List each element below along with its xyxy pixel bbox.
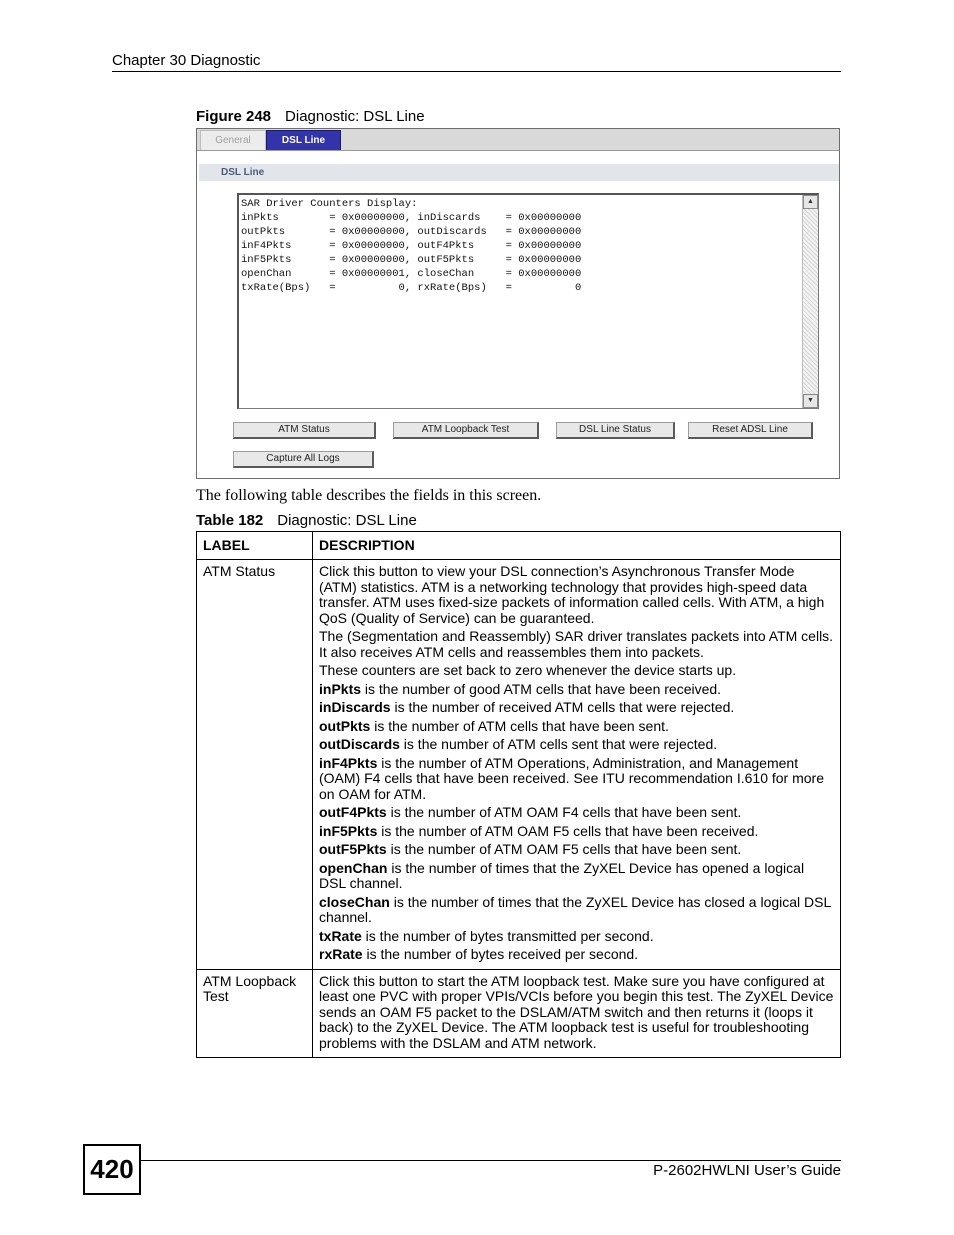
field-term: outPkts [319,717,371,734]
tab-bar [197,129,839,151]
field-term: outF4Pkts [319,804,387,820]
description-paragraph [319,719,834,735]
row-description [313,969,841,1058]
field-text: is the number of times that the ZyXEL Device has closed a logical DSL channel. [319,893,831,925]
description-paragraph [319,824,834,840]
header-rule [112,71,841,72]
field-term: outF5Pkts [319,841,387,857]
row-description [313,560,841,970]
console-output: SAR Driver Counters Display: inPkts = 0x00000000, inDiscards = 0x00000000 outPkts = 0x00000000, outDiscards = 0x00000000 inF4Pkts = 0x00000000, outF4Pkts = 0x00000000 inF5Pkts = 0x00000000, outF5Pkts = 0x00000000 openChan = 0x00000001, closeChan = 0x00000000 txRate(Bps) = 0, rxRate(Bps) = 0 [241,198,582,294]
scroll-down-icon[interactable]: ▼ [803,394,818,408]
description-paragraph [319,682,834,698]
field-text: is the number of bytes transmitted per second. [361,927,654,944]
description-paragraph [319,700,834,716]
label-column-header: LABEL [197,532,313,560]
table-label: Table 182 [196,512,264,529]
counters-console[interactable] [237,193,819,409]
field-text: The (Segmentation and Reassembly) SAR driver translates packets into ATM cells. It also receives ATM cells and reassembles them into packets. [319,628,834,660]
field-text: is the number of ATM cells sent that were rejected. [399,736,718,752]
row-label: ATM Status [197,560,313,970]
field-text: is the number of ATM cells that have been sent. [370,717,669,734]
figure-caption: Diagnostic: DSL Line [285,108,425,125]
field-term: inDiscards [319,699,391,715]
footer-rule [140,1160,841,1161]
console-scrollbar[interactable] [802,195,818,408]
field-term: inPkts [319,680,362,697]
field-text: is the number of ATM Operations, Administration, and Management (OAM) F4 cells that have been received. See ITU recommendation I.610 for more on OAM for ATM. [319,754,825,802]
guide-title: P-2602HWLNI User’s Guide [653,1162,841,1179]
field-text: is the number of ATM OAM F4 cells that have been sent. [386,804,742,820]
section-title: DSL Line [221,167,265,178]
description-paragraph [319,895,834,926]
description-paragraph [319,805,834,821]
figure-label: Figure 248 [196,108,272,125]
field-text: Click this button to start the ATM loopback test. Make sure you have configured at least one PVC with proper VPIs/VCIs before you begin this test. The ZyXEL Device sends an OAM F5 packet to the DSLAM/ATM switch and then returns it (loops it back) to the ZyXEL Device. The ATM loopback test is useful for troubleshooting problems with the DSLAM and ATM network. [319,972,834,1051]
description-paragraph [319,756,834,803]
description-paragraph [319,663,834,679]
field-text: is the number of ATM OAM F5 cells that have been received. [377,822,759,839]
field-text: Click this button to view your DSL connection’s Asynchronous Transfer Mode (ATM) statistics. ATM is a networking technology that provides high-speed data transfer. ATM uses fixed-size packets of information called cells. With ATM, a high QoS (Quality of Service) can be guaranteed. [319,563,825,626]
table-row [197,560,841,970]
description-column-header: DESCRIPTION [313,532,841,560]
field-text: These counters are set back to zero whenever the device starts up. [319,662,737,678]
dsl-line-screenshot [196,128,840,479]
row-label: ATM Loopback Test [197,969,313,1058]
description-paragraph [319,861,834,892]
page-number: 420 [83,1144,141,1195]
figure-title [196,108,425,125]
field-text: is the number of ATM OAM F5 cells that have been sent. [386,841,742,857]
table-row [197,969,841,1058]
field-text: is the number of times that the ZyXEL Device has opened a logical DSL channel. [319,859,805,891]
description-paragraph [319,629,834,660]
field-term: rxRate [319,946,363,962]
reset-adsl-line-button[interactable]: Reset ADSL Line [688,422,813,439]
table-title [196,512,417,529]
table-header-row [197,532,841,560]
table-caption: Diagnostic: DSL Line [277,512,417,529]
field-term: inF4Pkts [319,754,378,771]
description-paragraph [319,947,834,963]
table-body [197,560,841,1058]
field-term: inF5Pkts [319,822,378,839]
scroll-up-icon[interactable]: ▲ [803,195,818,209]
field-text: is the number of received ATM cells that were rejected. [390,699,735,715]
capture-all-logs-button[interactable]: Capture All Logs [233,451,374,468]
tab-dsl-line[interactable]: DSL Line [266,130,341,150]
description-paragraph [319,929,834,945]
field-term: txRate [319,927,362,944]
field-term: closeChan [319,893,390,910]
atm-loopback-test-button[interactable]: ATM Loopback Test [393,422,539,439]
field-term: openChan [319,859,388,876]
chapter-header: Chapter 30 Diagnostic [112,52,261,69]
description-paragraph [319,564,834,626]
description-paragraph [319,737,834,753]
section-header [199,164,839,181]
dsl-line-status-button[interactable]: DSL Line Status [556,422,675,439]
field-term: outDiscards [319,736,400,752]
field-text: is the number of good ATM cells that have been received. [361,680,722,697]
description-paragraph [319,842,834,858]
description-paragraph [319,974,834,1052]
intro-text: The following table describes the fields in this screen. [196,487,542,504]
field-text: is the number of bytes received per second. [362,946,639,962]
description-table [196,531,841,1058]
atm-status-button[interactable]: ATM Status [233,422,376,439]
tab-general[interactable]: General [200,130,266,150]
